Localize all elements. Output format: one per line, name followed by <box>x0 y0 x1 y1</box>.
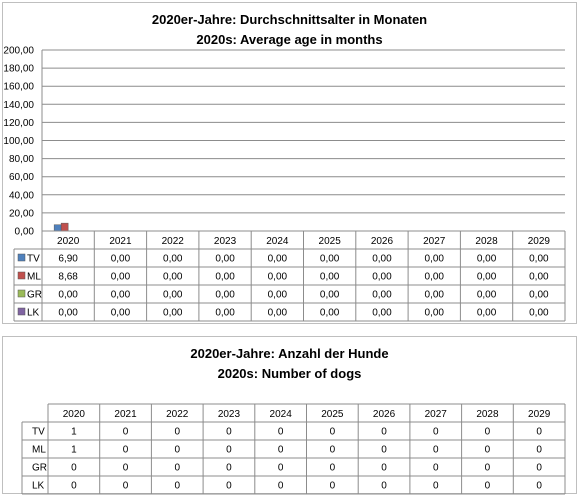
legend-key-ml <box>18 272 25 279</box>
dogs-row-label: TV <box>32 426 45 438</box>
dogs-count-cell: 0 <box>174 462 181 474</box>
data-label: 0,00 <box>372 289 392 301</box>
y-tick-label: 40,00 <box>8 190 34 202</box>
y-tick-label: 20,00 <box>8 208 34 220</box>
data-label: 0,00 <box>319 307 340 319</box>
data-label: 0,00 <box>424 253 444 265</box>
dogs-column-header: 2024 <box>269 409 292 420</box>
data-label: 8,68 <box>58 271 78 283</box>
dogs-column-header: 2020 <box>62 409 85 420</box>
x-tick-label: 2022 <box>161 236 184 247</box>
dogs-count-cell: 0 <box>277 462 284 474</box>
dogs-count-cell: 0 <box>174 480 181 492</box>
y-tick-label: 140,00 <box>3 99 34 111</box>
dogs-count-cell: 0 <box>484 462 491 474</box>
y-tick-label: 180,00 <box>3 63 34 75</box>
dogs-count-cell: 0 <box>536 426 542 438</box>
dogs-count-cell: 0 <box>122 462 129 474</box>
dogs-column-header: 2023 <box>217 409 241 420</box>
data-label: 0,00 <box>424 271 444 283</box>
dogs-count-cell: 0 <box>329 426 336 438</box>
data-label: 0,00 <box>476 253 497 265</box>
dogs-count-cell: 0 <box>381 462 387 474</box>
dogs-count-cell: 0 <box>536 462 542 474</box>
y-tick-label: 0,00 <box>14 226 34 238</box>
data-label: 0,00 <box>58 289 78 301</box>
dogs-count-cell: 0 <box>381 480 387 492</box>
dogs-count-cell: 0 <box>122 444 129 456</box>
data-label: 0,00 <box>267 271 288 283</box>
dogs-count-cell: 0 <box>484 444 491 456</box>
dogs-column-header: 2025 <box>321 409 344 420</box>
dogs-count-cell: 1 <box>71 426 77 438</box>
data-label: 0,00 <box>110 289 131 301</box>
dogs-count-cell: 1 <box>71 444 77 456</box>
legend-label: ML <box>27 271 41 283</box>
data-label: 0,00 <box>163 253 183 265</box>
dogs-count-cell: 0 <box>277 426 284 438</box>
dogs-column-header: 2021 <box>114 409 137 420</box>
data-label: 0,00 <box>110 307 131 319</box>
x-tick-label: 2024 <box>266 236 289 247</box>
x-tick-label: 2027 <box>423 236 446 247</box>
dogs-count-cell: 0 <box>484 480 491 492</box>
dogs-count-cell: 0 <box>226 444 232 456</box>
dogs-count-cell: 0 <box>484 426 491 438</box>
data-label: 0,00 <box>267 289 288 301</box>
data-label: 0,00 <box>58 307 78 319</box>
legend-key-tv <box>18 254 25 261</box>
data-label: 0,00 <box>319 271 340 283</box>
dogs-count-cell: 0 <box>277 480 284 492</box>
data-label: 0,00 <box>163 271 183 283</box>
age-chart-title: 2020er-Jahre: Durchschnittsalter in Monaten <box>151 12 428 27</box>
data-label: 0,00 <box>215 307 235 319</box>
dogs-count-cell: 0 <box>381 426 387 438</box>
data-label: 0,00 <box>215 253 235 265</box>
dogs-row-label: GR <box>32 462 47 474</box>
age-chart-subtitle: 2020s: Average age in months <box>196 32 383 47</box>
x-tick-label: 2021 <box>109 236 132 247</box>
dogs-count-cell: 0 <box>329 480 336 492</box>
data-label: 0,00 <box>424 307 444 319</box>
dogs-row-label: ML <box>32 444 46 456</box>
data-label: 0,00 <box>529 307 549 319</box>
dogs-count-cell: 0 <box>432 480 439 492</box>
dogs-count-cell: 0 <box>226 426 232 438</box>
x-tick-label: 2028 <box>475 236 498 247</box>
y-tick-label: 200,00 <box>3 45 34 57</box>
legend-label: TV <box>27 253 40 265</box>
dogs-count-cell: 0 <box>122 426 129 438</box>
data-label: 0,00 <box>267 307 288 319</box>
y-tick-label: 100,00 <box>3 136 34 147</box>
legend-label: GR <box>27 289 42 301</box>
data-label: 0,00 <box>110 253 131 265</box>
data-label: 0,00 <box>163 289 183 301</box>
x-tick-label: 2029 <box>527 236 550 247</box>
dogs-count-cell: 0 <box>226 462 232 474</box>
dogs-count-cell: 0 <box>432 462 439 474</box>
data-label: 0,00 <box>267 253 288 265</box>
dogs-count-cell: 0 <box>174 444 181 456</box>
dogs-table-title: 2020er-Jahre: Anzahl der Hunde <box>190 346 389 361</box>
data-label: 0,00 <box>529 289 549 301</box>
dogs-column-header: 2027 <box>424 409 447 420</box>
dogs-count-cell: 0 <box>174 426 181 438</box>
x-tick-label: 2025 <box>318 236 341 247</box>
dogs-count-cell: 0 <box>277 444 284 456</box>
x-tick-label: 2026 <box>370 236 394 247</box>
data-label: 0,00 <box>476 289 497 301</box>
data-label: 0,00 <box>215 271 235 283</box>
data-label: 0,00 <box>372 271 392 283</box>
dogs-column-header: 2028 <box>476 409 499 420</box>
dogs-count-cell: 0 <box>536 480 542 492</box>
dogs-row-label: LK <box>32 480 45 492</box>
y-tick-label: 160,00 <box>3 81 34 93</box>
data-label: 0,00 <box>529 253 549 265</box>
data-label: 0,00 <box>424 289 444 301</box>
dogs-count-cell: 0 <box>226 480 232 492</box>
data-label: 0,00 <box>476 271 497 283</box>
dogs-column-header: 2029 <box>528 409 551 420</box>
x-tick-label: 2020 <box>57 236 80 247</box>
data-label: 0,00 <box>319 253 340 265</box>
data-label: 0,00 <box>372 253 392 265</box>
dogs-column-header: 2026 <box>372 409 396 420</box>
y-tick-label: 120,00 <box>3 117 34 129</box>
data-label: 0,00 <box>372 307 392 319</box>
dogs-table-subtitle: 2020s: Number of dogs <box>217 366 362 381</box>
bar-tv <box>54 225 61 231</box>
dogs-count-cell: 0 <box>329 462 336 474</box>
data-label: 0,00 <box>215 289 235 301</box>
legend-key-gr <box>18 290 25 297</box>
dogs-count-cell: 0 <box>122 480 129 492</box>
data-label: 0,00 <box>476 307 497 319</box>
data-label: 0,00 <box>319 289 340 301</box>
bar-ml <box>61 223 68 231</box>
data-label: 0,00 <box>110 271 131 283</box>
dogs-count-cell: 0 <box>432 426 439 438</box>
data-label: 0,00 <box>163 307 183 319</box>
dogs-count-cell: 0 <box>381 444 387 456</box>
y-tick-label: 80,00 <box>8 154 34 166</box>
x-tick-label: 2023 <box>213 236 237 247</box>
dogs-count-cell: 0 <box>71 462 77 474</box>
data-label: 0,00 <box>529 271 549 283</box>
dogs-count-cell: 0 <box>536 444 542 456</box>
dogs-count-cell: 0 <box>71 480 77 492</box>
y-tick-label: 60,00 <box>8 172 34 184</box>
legend-label: LK <box>27 307 40 319</box>
dogs-count-cell: 0 <box>432 444 439 456</box>
dogs-column-header: 2022 <box>166 409 189 420</box>
data-label: 6,90 <box>58 253 78 265</box>
dogs-count-cell: 0 <box>329 444 336 456</box>
legend-key-lk <box>18 308 25 315</box>
